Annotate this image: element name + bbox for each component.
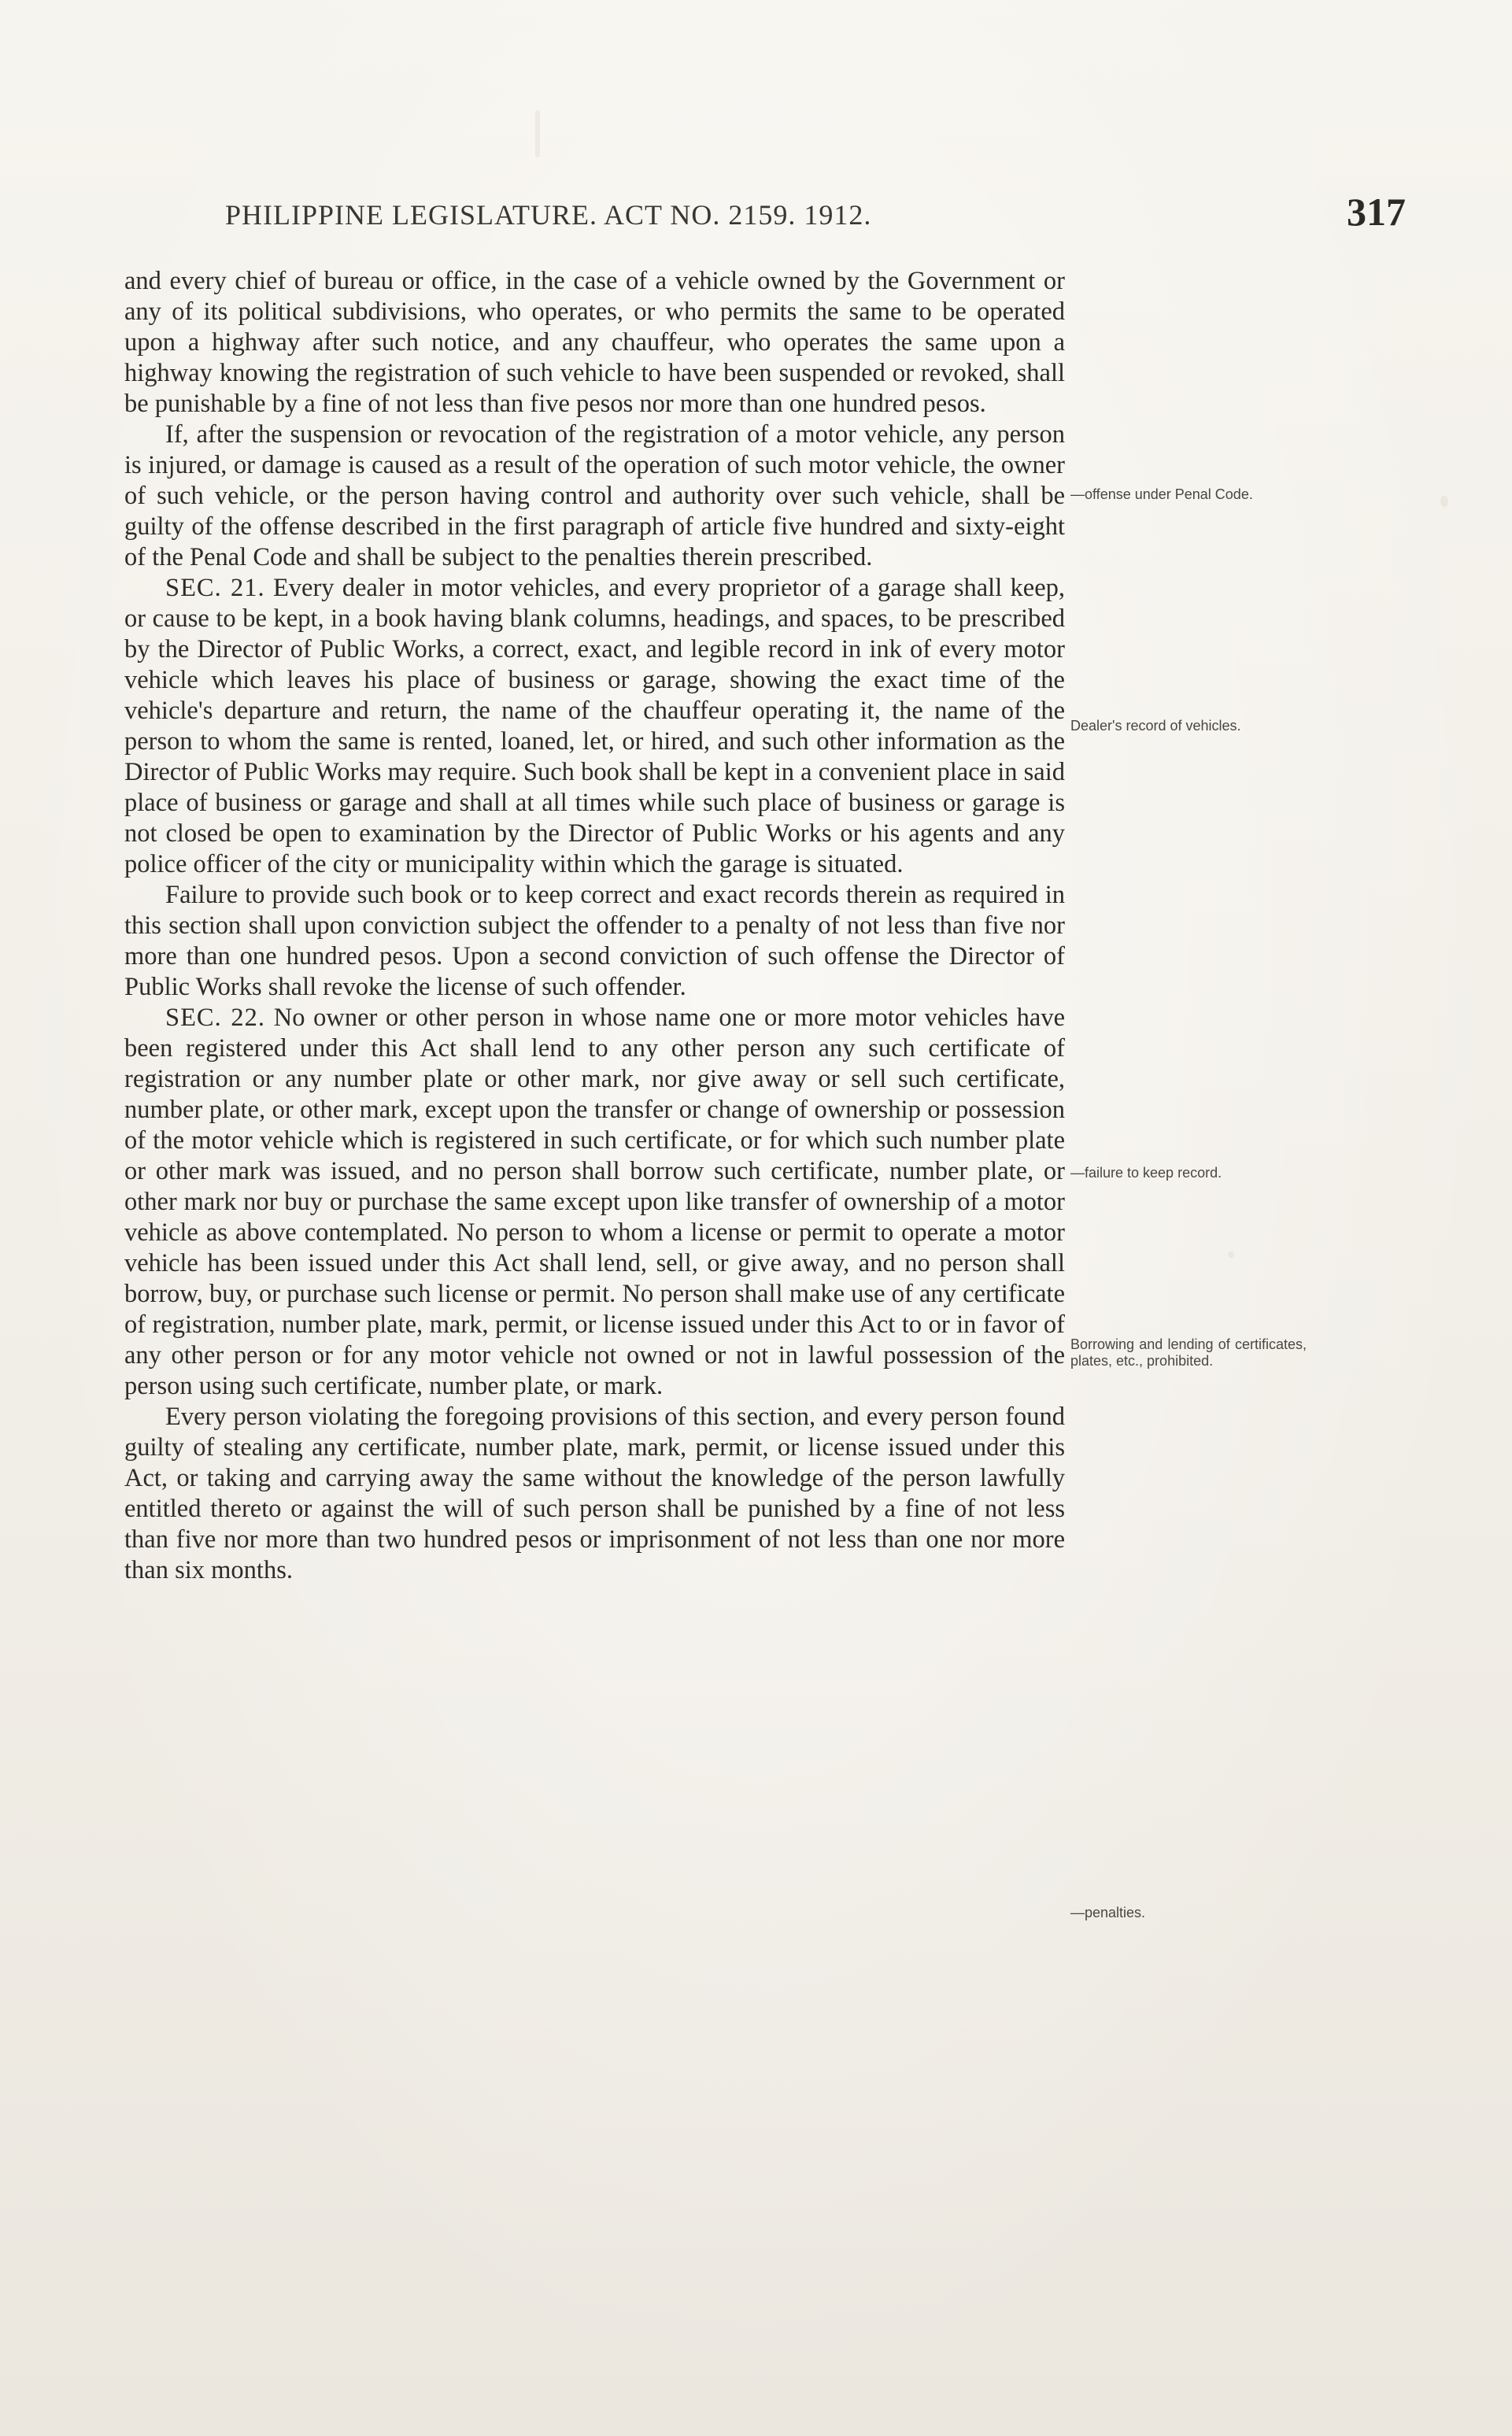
margin-note-borrowing: Borrowing and lending of certificates, plates, etc., prohibited. — [1070, 1336, 1307, 1369]
section-text: No owner or other person in whose name one or more motor vehicles have been registered under this Act shall lend to any other person any such certificate of registration or any number plate or other mark, nor give away or sell such certificate, number plate, or other mark, except upon the transfer or change of ownership or possession of the motor vehicle which is registered in such certificate, or for which such number plate or other mark was issued, and no person shall borrow such certificate, number plate, or other mark nor buy or purchase the same except upon like transfer of ownership of a motor vehicle as above contemplated. No person to whom a license or permit to operate a motor vehicle has been issued under this Act shall lend, sell, or give away, and no person shall borrow, buy, or purchase such license or permit. No person shall make use of any certificate of registration, number plate, mark, permit, or license issued under this Act to or in favor of any other person or for any motor vehicle not owned or not in lawful possession of the person using such certificate, number plate, or mark. — [124, 1004, 1065, 1400]
running-head: PHILIPPINE LEGISLATURE. ACT NO. 2159. 1912. — [225, 199, 872, 231]
margin-note-dealers-record: Dealer's record of vehicles. — [1070, 718, 1241, 734]
paragraph-failure-to-keep: Failure to provide such book or to keep correct and exact records therein as required in this section shall upon conviction subject the offender to a penalty of not less than five nor more than one hundred pesos. Upon a second conviction of such offense the Director of Public Works shall revoke the license of such offender. — [124, 881, 1065, 1001]
paragraph-offense: If, after the suspension or revocation of the registration of a motor vehicle, any person is injured, or damage is caused as a result of the operation of such motor vehicle, the owner of such vehicle, or the person having control and authority over such vehicle, shall be guilty of the offense described in the first paragraph of article five hundred and sixty-eight of the Penal Code and shall be subject to the penalties therein prescribed. — [124, 420, 1065, 571]
paper-speck — [1440, 496, 1448, 507]
body-text — [124, 266, 1065, 1586]
margin-note-offense: —offense under Penal Code. — [1070, 486, 1253, 502]
paragraph-sec-21 — [124, 573, 1065, 880]
margin-note-failure: —failure to keep record. — [1070, 1165, 1222, 1181]
paper-mark — [535, 110, 540, 157]
paper-speck — [1228, 1251, 1234, 1258]
margin-note-penalties: —penalties. — [1070, 1905, 1146, 1920]
section-text: Every dealer in motor vehicles, and every proprietor of a garage shall keep, or cause to be kept, in a book having blank columns, headings, and spaces, to be prescribed by the Director of Public Works, a correct, exact, and legible record in ink of every motor vehicle which leaves his place of business or garage, showing the exact time of the vehicle's departure and return, the name of the chauffeur operating it, the name of the person to whom the same is rented, loaned, let, or hired, and such other information as the Director of Public Works may require. Such book shall be kept in a convenient place in said place of business or garage and shall at all times while such place of business or garage is not closed be open to examination by the Director of Public Works or his agents and any police officer of the city or municipality within which the garage is situated. — [124, 574, 1066, 878]
paragraph-penalties: Every person violating the foregoing provisions of this section, and every person found guilty of stealing any certificate, number plate, mark, permit, or license issued under this Act, or taking and carrying away the same without the knowledge of the person lawfully entitled thereto or against the will of such person shall be punished by a fine of not less than five nor more than two hundred pesos or imprisonment of not less than one nor more than six months. — [124, 1403, 1065, 1584]
page-header — [225, 190, 1406, 249]
page-number: 317 — [1347, 190, 1406, 234]
paragraph-sec-22 — [124, 1003, 1065, 1402]
paragraph-continuation: and every chief of bureau or office, in the case of a vehicle owned by the Government or any of its political subdivisions, who operates, or who permits the same to be operated upon a highway after such notice, and any chauffeur, who operates the same upon a highway knowing the registration of such vehicle to have been suspended or revoked, shall be punishable by a fine of not less than five pesos nor more than one hundred pesos. — [124, 267, 1065, 418]
section-label: SEC. 21. — [165, 574, 265, 602]
section-label: SEC. 22. — [165, 1004, 266, 1032]
